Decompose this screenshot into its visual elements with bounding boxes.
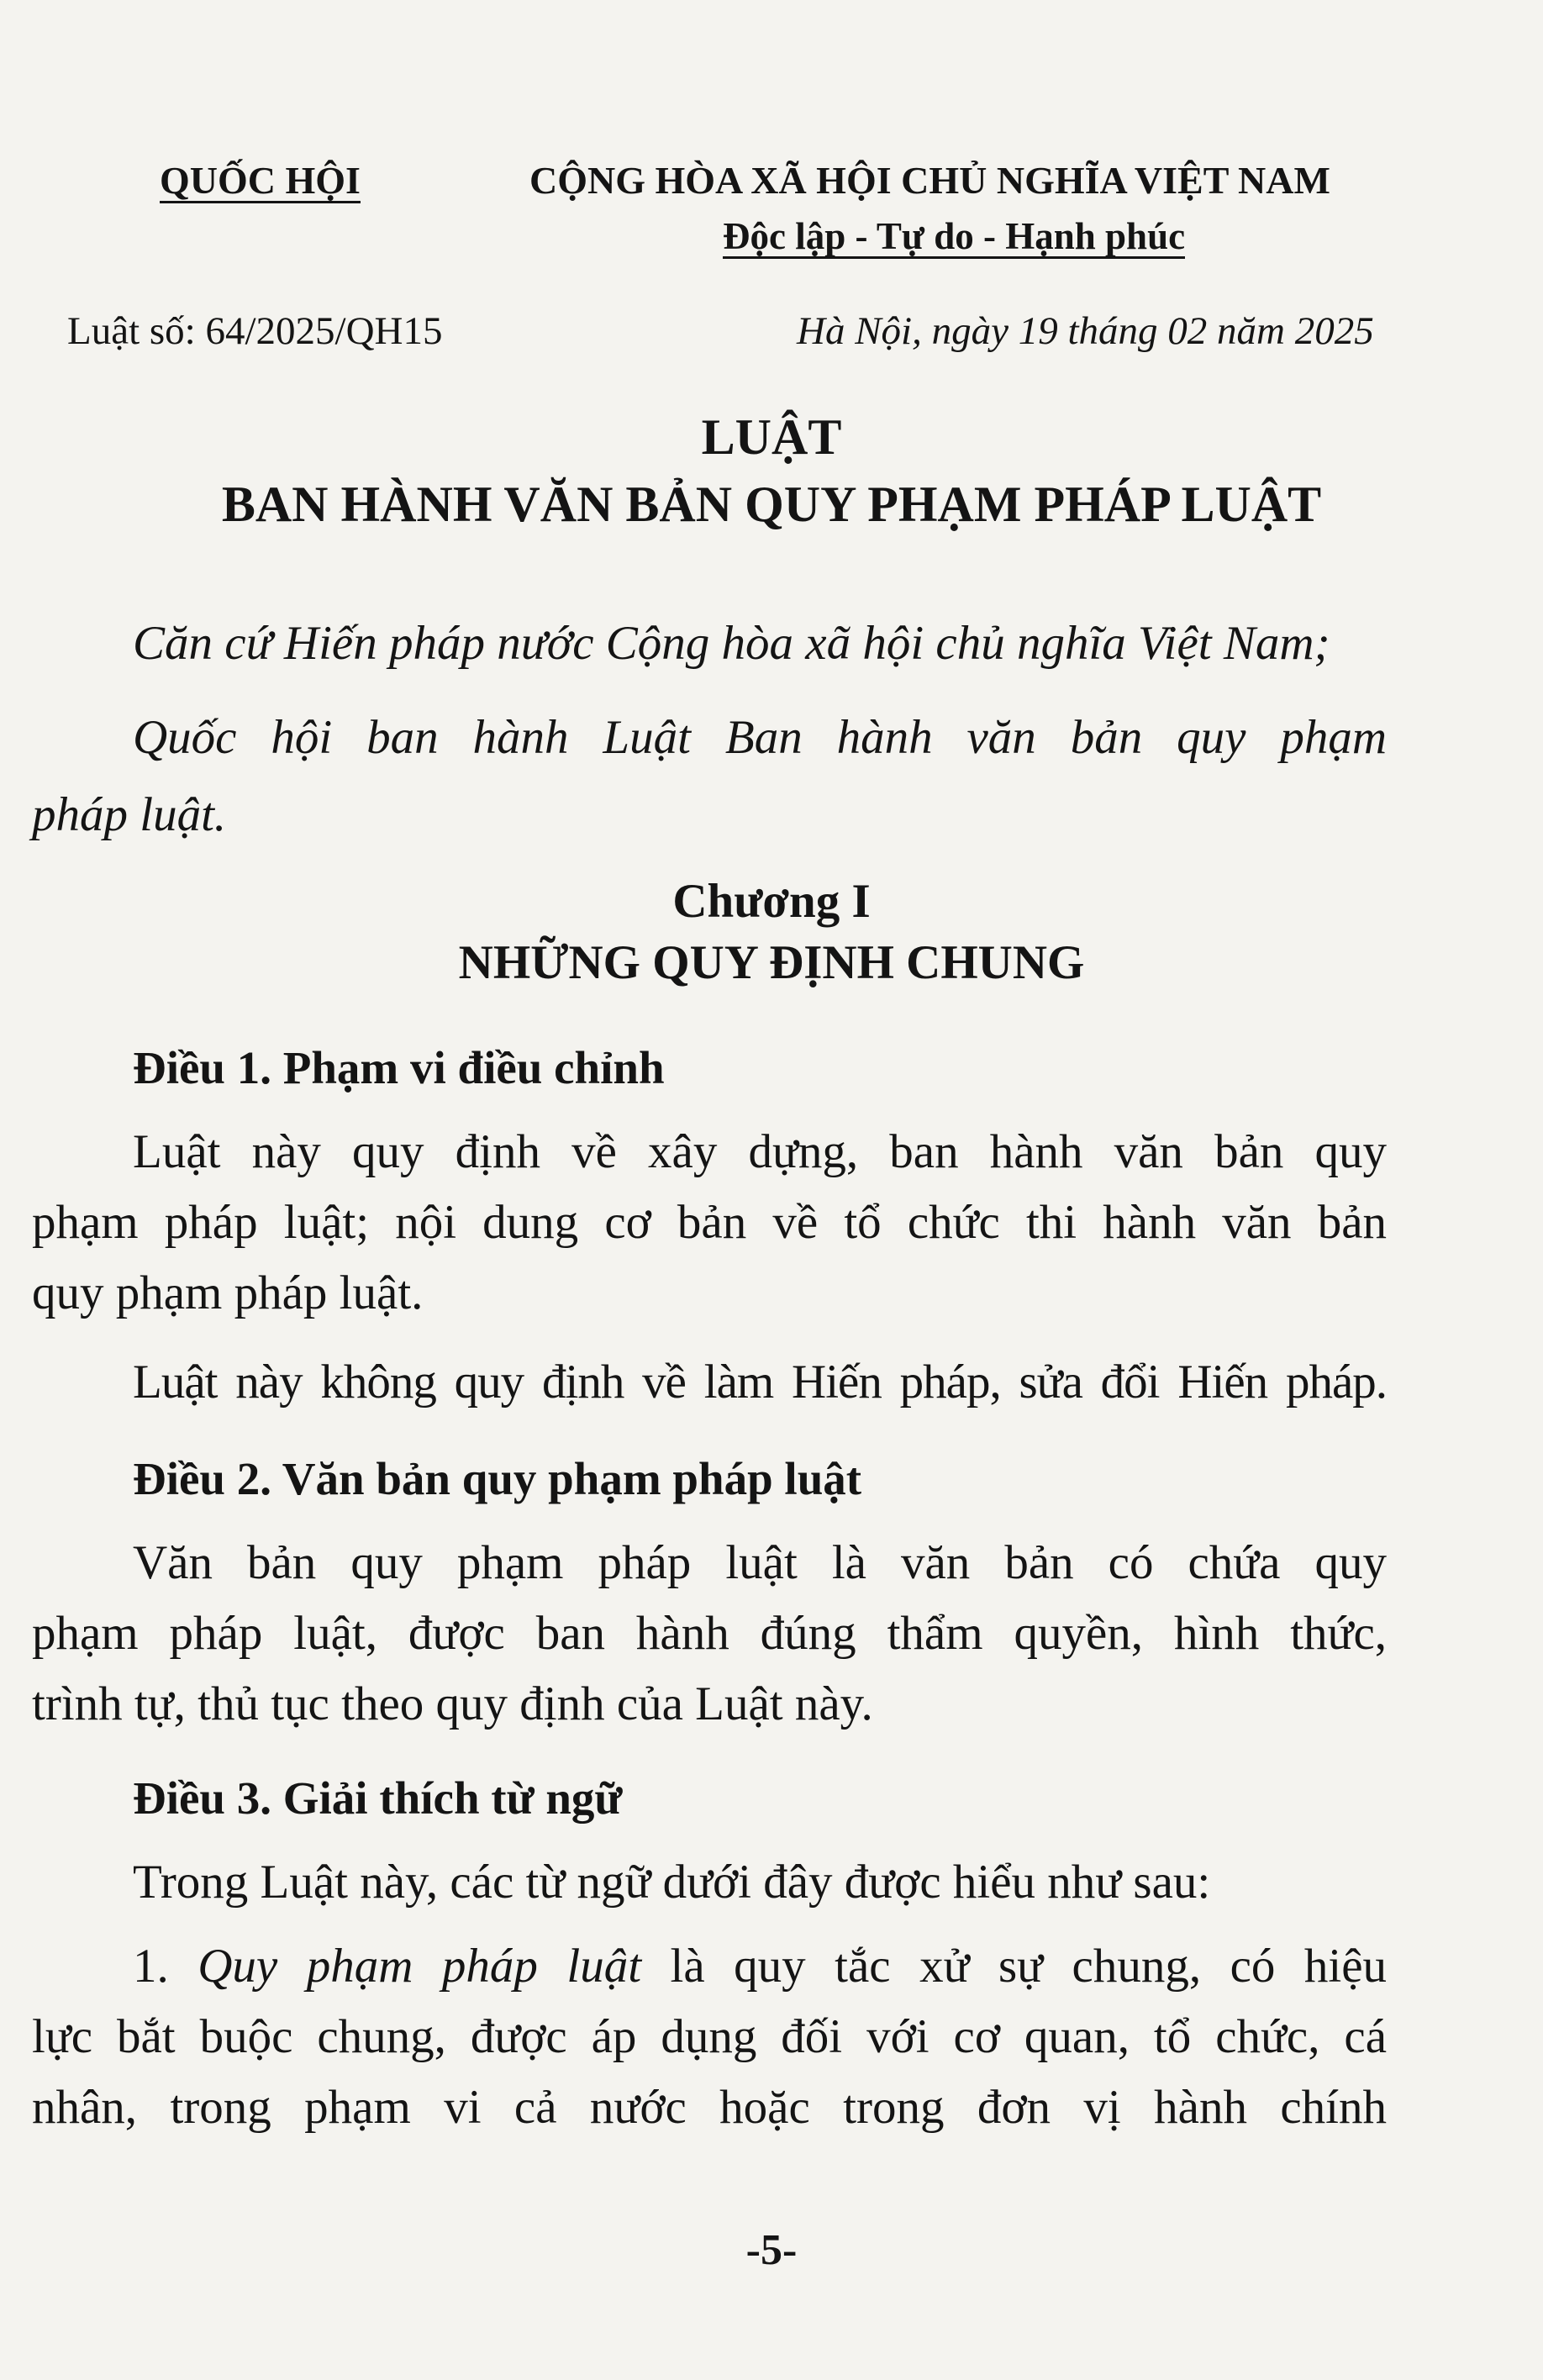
place-and-date: Hà Nội, ngày 19 tháng 02 năm 2025 [797,309,1374,353]
article-2-text-line3: trình tự, thủ tục theo quy định của Luật này. [32,1677,873,1730]
article-1-text-line3: quy phạm pháp luật. [32,1266,424,1319]
preamble [32,605,1387,854]
article-2-text-line2: phạm pháp luật, được ban hành đúng thẩm quyền, hình thức, [32,1607,1387,1660]
issuing-body [160,158,361,203]
article-1-exclusion: Luật này không quy định về làm Hiến pháp, sửa đổi Hiến pháp. [133,1356,1387,1409]
article-3-item-1-line3: nhân, trong phạm vi cả nước hoặc trong đơn vị hành chính [32,2081,1387,2134]
article-1-text-line1: Luật này quy định về xây dựng, ban hành văn bản quy [133,1125,1387,1178]
article-3-intro: Trong Luật này, các từ ngữ dưới đây được hiểu như sau: [133,1856,1211,1909]
national-title: CỘNG HÒA XÃ HỘI CHỦ NGHĨA VIỆT NAM [529,159,1330,202]
document-title: BAN HÀNH VĂN BẢN QUY PHẠM PHÁP LUẬT [221,477,1322,532]
chapter-number: Chương I [672,875,871,928]
article-3 [32,1760,1387,2146]
article-3-item-1-line1 [32,1928,1387,2005]
preamble-enactment-line1: Quốc hội ban hành Luật Ban hành văn bản quy phạm [133,711,1387,764]
article-1-text-line2: phạm pháp luật; nội dung cơ bản về tổ chức thi hành văn bản [32,1196,1387,1249]
article-1-heading: Điều 1. Phạm vi điều chỉnh [133,1042,665,1093]
national-motto [723,214,1185,259]
issuing-body-text: QUỐC HỘI [160,161,361,203]
page-number: -5- [745,2226,798,2274]
national-motto-text: Độc lập - Tự do - Hạnh phúc [723,217,1185,259]
article-3-item-1-line2: lực bắt buộc chung, được áp dụng đối với cơ quan, tổ chức, cá [32,2010,1387,2063]
article-2-text-line1: Văn bản quy phạm pháp luật là văn bản có chứa quy [133,1536,1387,1589]
preamble-basis: Căn cứ Hiến pháp nước Cộng hòa xã hội chủ nghĩa Việt Nam; [133,617,1330,670]
law-number: Luật số: 64/2025/QH15 [67,309,443,353]
document-type: LUẬT [701,409,842,465]
chapter-name: NHỮNG QUY ĐỊNH CHUNG [458,936,1085,989]
article-2-heading: Điều 2. Văn bản quy phạm pháp luật [133,1453,862,1504]
preamble-enactment-line2: pháp luật. [32,788,227,841]
article-2 [32,1440,1387,1743]
item-1-definition: là quy tắc xử sự chung, có hiệu [670,1940,1388,1993]
item-1-number: 1. [133,1940,169,1993]
article-1 [32,1029,1387,1421]
item-1-term: Quy phạm pháp luật [197,1940,642,1993]
article-3-heading: Điều 3. Giải thích từ ngữ [133,1772,623,1824]
